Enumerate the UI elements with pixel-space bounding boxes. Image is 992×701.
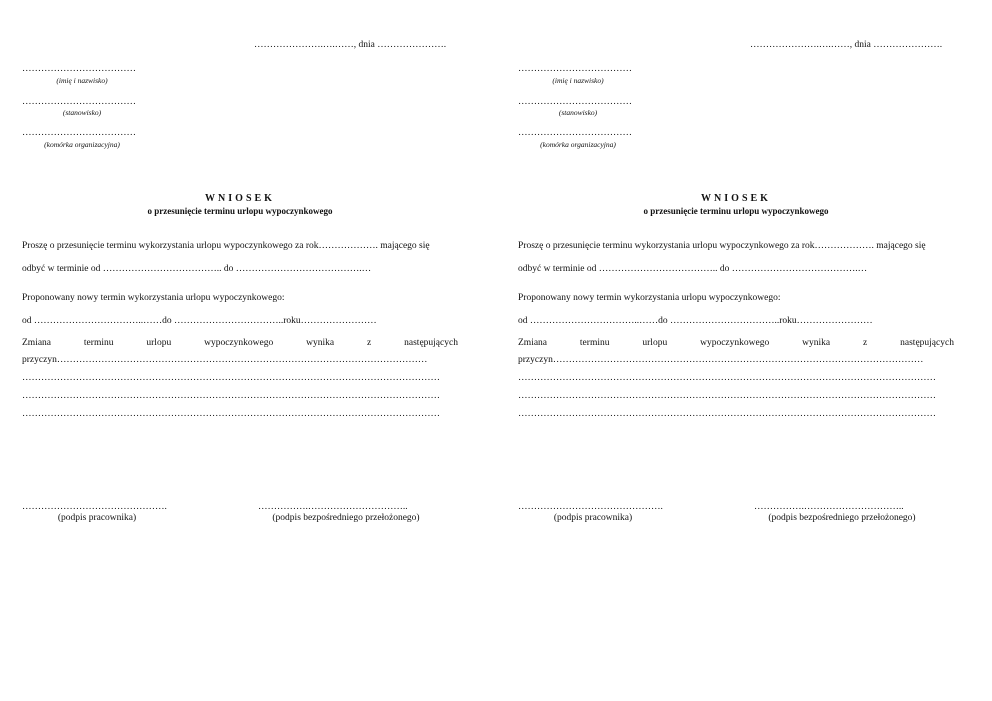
department-field[interactable]: ……………………………… [22, 128, 136, 138]
request-line[interactable]: Proszę o przesunięcie terminu wykorzystania urlopu wypoczynkowego za rok………………. mającego się [518, 241, 926, 251]
reason-intro [518, 338, 954, 348]
position-caption: (stanowisko) [62, 108, 102, 117]
form-subtitle: o przesunięcie terminu urlopu wypoczynkowego [643, 206, 829, 216]
position-field[interactable]: ……………………………… [22, 97, 136, 107]
reason-word: następujących [900, 338, 954, 348]
form-left [22, 0, 458, 701]
reason-word: Zmiana [22, 338, 52, 348]
position-caption: (stanowisko) [558, 108, 598, 117]
form-title: WNIOSEK [205, 193, 275, 204]
form-subtitle: o przesunięcie terminu urlopu wypoczynkowego [147, 206, 333, 216]
department-caption: (komórka organizacyjna) [44, 140, 120, 149]
name-caption: (imię i nazwisko) [552, 76, 604, 85]
request-line[interactable]: Proszę o przesunięcie terminu wykorzystania urlopu wypoczynkowego za rok………………. mającego się [22, 241, 430, 251]
reason-word: z [863, 338, 868, 348]
date-line[interactable]: ………………….….……, dnia …………………. [254, 40, 447, 50]
reason-word: z [367, 338, 372, 348]
reason-line-1[interactable]: przyczyn……………………………………………………………………………………………………… [22, 355, 428, 365]
reason-word: urlopu [642, 338, 668, 348]
reason-word: wynika [802, 338, 831, 348]
reason-line-1[interactable]: przyczyn……………………………………………………………………………………………………… [518, 355, 924, 365]
department-caption: (komórka organizacyjna) [540, 140, 616, 149]
employee-signature-field[interactable]: ………………………………………. [22, 502, 167, 512]
name-field[interactable]: ……………………………… [518, 64, 632, 74]
original-term-line[interactable]: odbyć w terminie od ……………………………….. do ………………………………….… [22, 264, 372, 274]
original-term-line[interactable]: odbyć w terminie od ……………………………….. do ………………………………….… [518, 264, 868, 274]
new-term-line[interactable]: od ……………………………..……do ……………………………..roku…………………… [22, 316, 377, 326]
supervisor-signature-caption: (podpis bezpośredniego przełożonego) [272, 513, 420, 523]
reason-intro [22, 338, 458, 348]
employee-signature-field[interactable]: ………………………………………. [518, 502, 663, 512]
supervisor-signature-caption: (podpis bezpośredniego przełożonego) [768, 513, 916, 523]
supervisor-signature-field[interactable]: …………….………………………….. [754, 502, 904, 512]
reason-word: wypoczynkowego [204, 338, 274, 348]
reason-line-3[interactable]: …………………………………………………………………………………………………………………… [518, 391, 936, 401]
reason-line-2[interactable]: …………………………………………………………………………………………………………………… [22, 373, 440, 383]
reason-line-4[interactable]: …………………………………………………………………………………………………………………… [22, 409, 440, 419]
employee-signature-caption: (podpis pracownika) [57, 513, 137, 523]
supervisor-signature-field[interactable]: …………….………………………….. [258, 502, 408, 512]
reason-word: terminu [579, 338, 610, 348]
new-term-label: Proponowany nowy termin wykorzystania urlopu wypoczynkowego: [518, 293, 781, 303]
employee-signature-caption: (podpis pracownika) [553, 513, 633, 523]
new-term-line[interactable]: od ……………………………..……do ……………………………..roku…………………… [518, 316, 873, 326]
reason-line-3[interactable]: …………………………………………………………………………………………………………………… [22, 391, 440, 401]
name-caption: (imię i nazwisko) [56, 76, 108, 85]
name-field[interactable]: ……………………………… [22, 64, 136, 74]
position-field[interactable]: ……………………………… [518, 97, 632, 107]
reason-word: wynika [306, 338, 335, 348]
reason-word: Zmiana [518, 338, 548, 348]
reason-line-2[interactable]: …………………………………………………………………………………………………………………… [518, 373, 936, 383]
reason-word: terminu [83, 338, 114, 348]
reason-word: wypoczynkowego [700, 338, 770, 348]
reason-line-4[interactable]: …………………………………………………………………………………………………………………… [518, 409, 936, 419]
department-field[interactable]: ……………………………… [518, 128, 632, 138]
date-line[interactable]: ………………….….……, dnia …………………. [750, 40, 943, 50]
form-title: WNIOSEK [701, 193, 771, 204]
reason-word: następujących [404, 338, 458, 348]
form-right [518, 0, 954, 701]
reason-word: urlopu [146, 338, 172, 348]
new-term-label: Proponowany nowy termin wykorzystania urlopu wypoczynkowego: [22, 293, 285, 303]
